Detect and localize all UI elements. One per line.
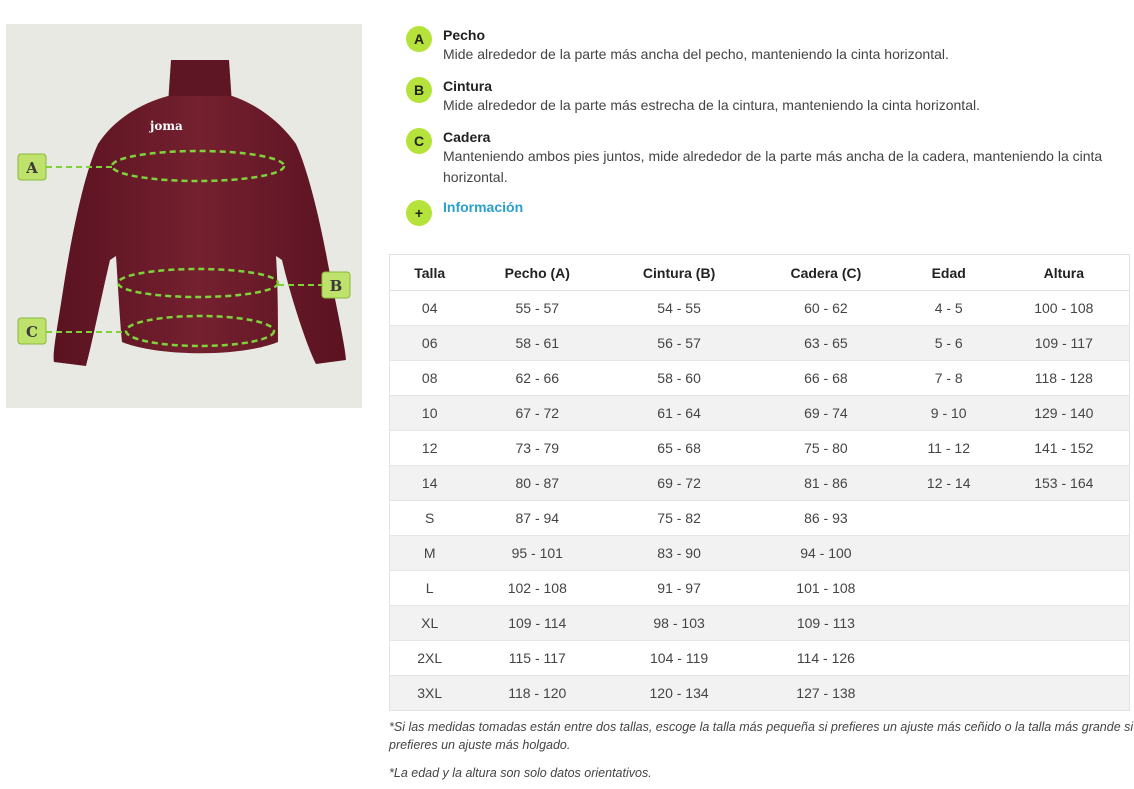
table-cell: 56 - 57 [605, 326, 753, 361]
garment-diagram [6, 24, 362, 408]
badge-c: C [406, 128, 432, 154]
measure-waist [406, 75, 980, 116]
note-age-height: *La edad y la altura son solo datos orientativos. [389, 766, 652, 780]
table-cell: 141 - 152 [999, 431, 1130, 466]
jacket-body [54, 96, 346, 366]
info-link[interactable]: Información [443, 199, 524, 215]
table-cell: 7 - 8 [899, 361, 999, 396]
table-cell: 65 - 68 [605, 431, 753, 466]
table-cell [899, 606, 999, 641]
table-cell: 81 - 86 [753, 466, 899, 501]
table-cell: 58 - 60 [605, 361, 753, 396]
table-cell: 114 - 126 [753, 641, 899, 676]
table-row [390, 536, 1130, 571]
table-cell: 115 - 117 [469, 641, 605, 676]
table-row [390, 501, 1130, 536]
table-cell: L [390, 571, 470, 606]
label-a-text: A [26, 159, 38, 177]
table-cell: 67 - 72 [469, 396, 605, 431]
measure-description: Manteniendo ambos pies juntos, mide alrededor de la parte más ancha de la cadera, manteniendo la cinta horizontal. [443, 148, 1103, 185]
table-cell: 14 [390, 466, 470, 501]
table-cell: S [390, 501, 470, 536]
table-row [390, 571, 1130, 606]
table-cell: XL [390, 606, 470, 641]
table-cell [999, 676, 1130, 711]
table-row [390, 431, 1130, 466]
table-cell: 109 - 113 [753, 606, 899, 641]
column-header: Talla [390, 255, 470, 291]
measure-description: Mide alrededor de la parte más estrecha de la cintura, manteniendo la cinta horizontal. [443, 97, 980, 113]
table-cell: 129 - 140 [999, 396, 1130, 431]
table-cell: 3XL [390, 676, 470, 711]
note-fit: *Si las medidas tomadas están entre dos tallas, escoge la talla más pequeña si prefieres un ajuste más ceñido o la talla más grande si prefieres un ajuste más holgado. [389, 720, 1134, 752]
measure-title: Pecho [443, 27, 486, 43]
table-cell [899, 536, 999, 571]
table-header [390, 255, 1130, 291]
table-cell [999, 571, 1130, 606]
table-cell: 120 - 134 [605, 676, 753, 711]
table-row [390, 606, 1130, 641]
column-header: Cintura (B) [605, 255, 753, 291]
table-cell: 83 - 90 [605, 536, 753, 571]
jacket-illustration [6, 24, 362, 408]
measure-hip [406, 126, 1123, 188]
label-b-box [322, 272, 350, 298]
table-cell: 5 - 6 [899, 326, 999, 361]
table-cell: 12 [390, 431, 470, 466]
table-cell [999, 641, 1130, 676]
table-cell: 98 - 103 [605, 606, 753, 641]
table-cell: 73 - 79 [469, 431, 605, 466]
table-cell: M [390, 536, 470, 571]
measure-description: Mide alrededor de la parte más ancha del pecho, manteniendo la cinta horizontal. [443, 46, 949, 62]
label-a-box [18, 154, 46, 180]
table-row [390, 641, 1130, 676]
table-cell: 63 - 65 [753, 326, 899, 361]
table-cell: 80 - 87 [469, 466, 605, 501]
table-cell: 75 - 82 [605, 501, 753, 536]
table-cell: 101 - 108 [753, 571, 899, 606]
table-cell: 2XL [390, 641, 470, 676]
table-cell: 87 - 94 [469, 501, 605, 536]
info-toggle[interactable] [406, 198, 524, 221]
measure-title: Cintura [443, 78, 492, 94]
size-notes [389, 718, 1134, 782]
table-row [390, 466, 1130, 501]
table-cell: 109 - 114 [469, 606, 605, 641]
table-cell: 11 - 12 [899, 431, 999, 466]
table-cell: 04 [390, 291, 470, 326]
brand-logo: joma [150, 119, 183, 133]
table-cell: 86 - 93 [753, 501, 899, 536]
table-cell: 08 [390, 361, 470, 396]
column-header: Pecho (A) [469, 255, 605, 291]
column-header: Edad [899, 255, 999, 291]
table-cell: 06 [390, 326, 470, 361]
table-cell: 127 - 138 [753, 676, 899, 711]
table-cell [999, 606, 1130, 641]
label-b-text: B [329, 277, 343, 295]
table-cell: 118 - 128 [999, 361, 1130, 396]
label-c-text: C [26, 323, 38, 341]
table-cell: 91 - 97 [605, 571, 753, 606]
badge-a: A [406, 26, 432, 52]
table-cell [899, 641, 999, 676]
table-cell: 9 - 10 [899, 396, 999, 431]
table-row [390, 676, 1130, 711]
table-cell: 94 - 100 [753, 536, 899, 571]
table-cell [899, 676, 999, 711]
table-cell: 12 - 14 [899, 466, 999, 501]
table-cell: 95 - 101 [469, 536, 605, 571]
table-cell [899, 571, 999, 606]
table-row [390, 396, 1130, 431]
table-cell: 60 - 62 [753, 291, 899, 326]
table-cell: 109 - 117 [999, 326, 1130, 361]
table-cell: 104 - 119 [605, 641, 753, 676]
measure-chest [406, 24, 949, 65]
table-cell: 69 - 74 [753, 396, 899, 431]
table-cell [899, 501, 999, 536]
table-cell: 75 - 80 [753, 431, 899, 466]
size-table [389, 254, 1130, 711]
table-cell [999, 501, 1130, 536]
label-c-box [18, 318, 46, 344]
table-row [390, 326, 1130, 361]
table-cell: 69 - 72 [605, 466, 753, 501]
badge-b: B [406, 77, 432, 103]
table-cell: 4 - 5 [899, 291, 999, 326]
table-cell: 61 - 64 [605, 396, 753, 431]
table-cell: 153 - 164 [999, 466, 1130, 501]
table-cell: 10 [390, 396, 470, 431]
table-row [390, 361, 1130, 396]
table-cell: 55 - 57 [469, 291, 605, 326]
measure-title: Cadera [443, 129, 491, 145]
table-cell: 118 - 120 [469, 676, 605, 711]
column-header: Altura [999, 255, 1130, 291]
table-cell: 62 - 66 [469, 361, 605, 396]
table-cell: 54 - 55 [605, 291, 753, 326]
table-cell: 66 - 68 [753, 361, 899, 396]
table-cell: 102 - 108 [469, 571, 605, 606]
plus-icon[interactable]: + [406, 200, 432, 226]
table-cell [999, 536, 1130, 571]
column-header: Cadera (C) [753, 255, 899, 291]
table-cell: 58 - 61 [469, 326, 605, 361]
table-cell: 100 - 108 [999, 291, 1130, 326]
table-row [390, 291, 1130, 326]
